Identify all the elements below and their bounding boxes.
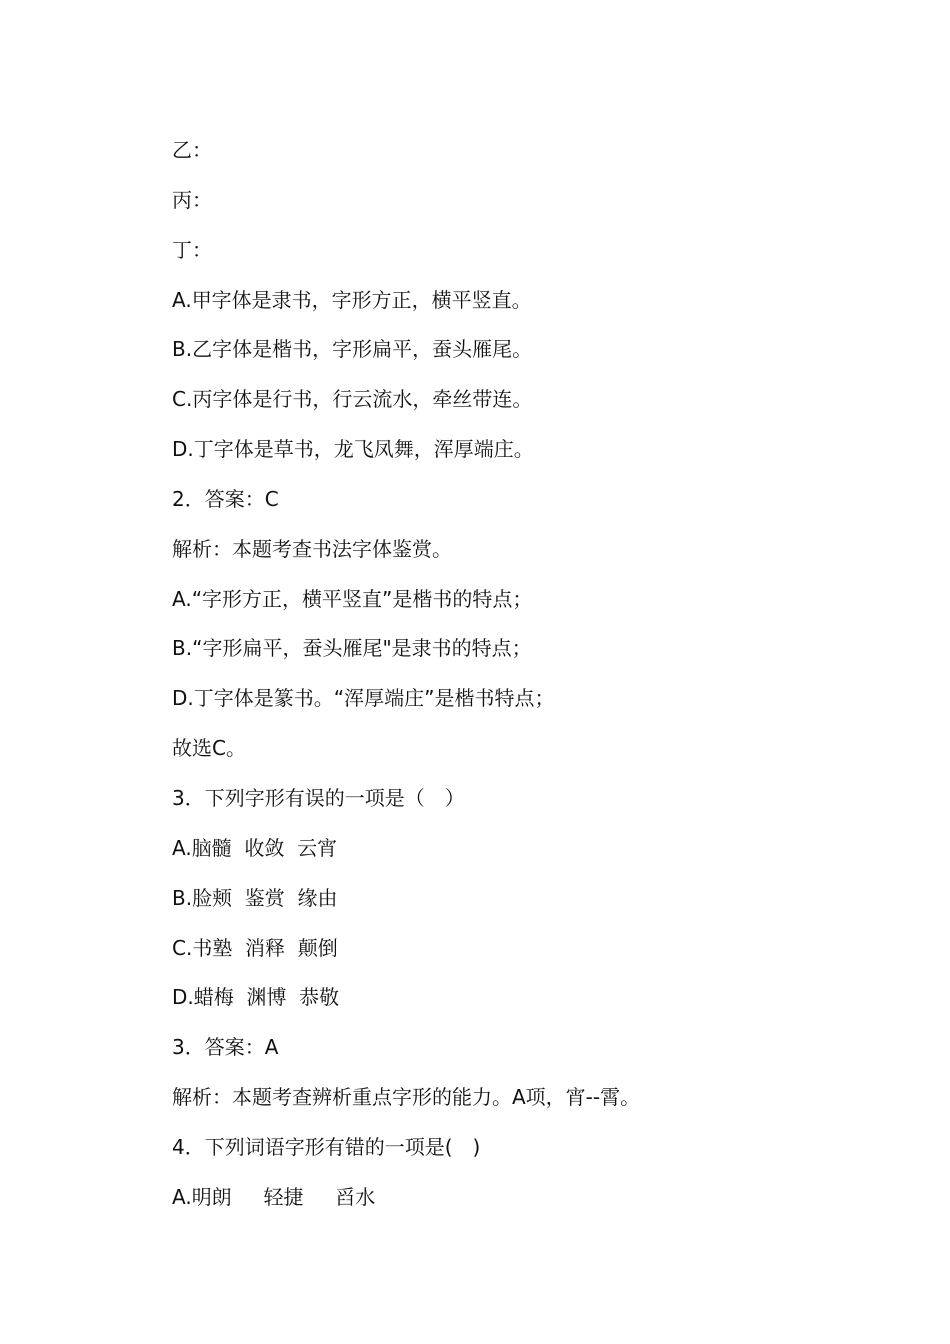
q2-answer: 2．答案：C [172, 486, 279, 511]
q2-analysis-a: A.“字形方正，横平竖直”是楷书的特点； [172, 586, 533, 611]
q1-option-d: D.丁字体是草书，龙飞凤舞，浑厚端庄。 [172, 437, 534, 462]
q3-answer: 3．答案：A [172, 1035, 279, 1060]
q1-option-a: A.甲字体是隶书，字形方正，横平竖直。 [172, 287, 532, 312]
document-body [172, 130, 872, 1227]
q3-option-b: B.脸颊 鉴赏 缘由 [172, 885, 338, 910]
q2-conclusion: 故选C。 [172, 736, 246, 761]
text-line-bing: 丙： [172, 187, 212, 212]
q2-analysis: 解析：本题考查书法字体鉴赏。 [172, 536, 452, 561]
q3-option-a: A.脑髓 收敛 云宵 [172, 835, 338, 860]
q1-option-c: C.丙字体是行书，行云流水，牵丝带连。 [172, 387, 533, 412]
text-line-yi: 乙： [172, 138, 212, 162]
q2-analysis-d: D.丁字体是篆书。“浑厚端庄”是楷书特点； [172, 686, 555, 711]
q4-question: 4．下列词语字形有错的一项是( ) [172, 1134, 481, 1159]
q1-option-b: B.乙字体是楷书，字形扁平，蚕头雁尾。 [172, 337, 533, 362]
q3-option-c: C.书塾 消释 颠倒 [172, 935, 338, 960]
q4-option-a: A.明朗 轻捷 舀水 [172, 1184, 376, 1209]
q3-option-d: D.蜡梅 渊博 恭敬 [172, 985, 340, 1010]
q3-question: 3．下列字形有误的一项是（ ） [172, 785, 465, 810]
text-line-ding: 丁： [172, 237, 212, 262]
q2-analysis-b: B.“字形扁平，蚕头雁尾"是隶书的特点； [172, 636, 532, 661]
q3-analysis: 解析：本题考查辨析重点字形的能力。A项，宵--霄。 [172, 1085, 641, 1110]
